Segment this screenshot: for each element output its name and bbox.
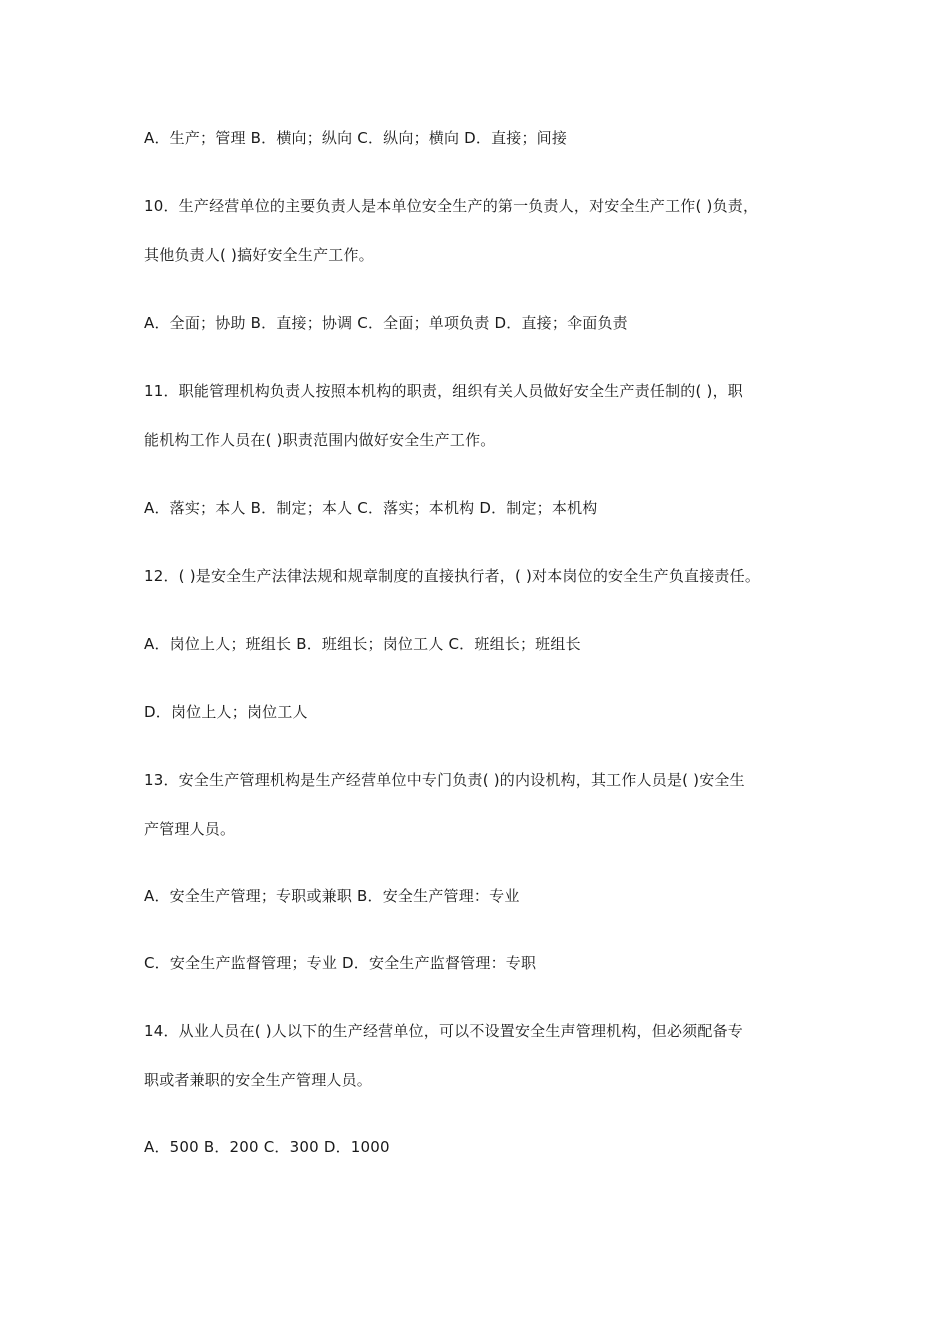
q13-text-line-2: 产管理人员。 (144, 820, 236, 838)
q14-options: A．500 B．200 C．300 D．1000 (144, 1138, 390, 1156)
q11-options: A．落实；本人 B．制定；本人 C．落实；本机构 D．制定；本机构 (144, 499, 598, 517)
q12-options-line-1: A．岗位上人；班组长 B．班组长；岗位工人 C．班组长；班组长 (144, 635, 581, 653)
q9-options: A．生产；管理 B．横向；纵向 C．纵向；横向 D．直接；间接 (144, 129, 568, 147)
q14-text-line-2: 职或者兼职的安全生产管理人员。 (144, 1071, 373, 1089)
q11-text-line-1: 11．职能管理机构负责人按照本机构的职责，组织有关人员做好安全生产责任制的( )，职 (144, 382, 743, 400)
q13-options-line-2: C．安全生产监督管理；专业 D．安全生产监督管理：专职 (144, 954, 537, 972)
q12-options-line-2: D．岗位上人；岗位工人 (144, 703, 308, 721)
q14-text-line-1: 14．从业人员在( )人以下的生产经营单位，可以不设置安全生声管理机构，但必须配备专 (144, 1022, 743, 1040)
q11-text-line-2: 能机构工作人员在( )职责范围内做好安全生产工作。 (144, 431, 496, 449)
q13-options-line-1: A．安全生产管理；专职或兼职 B．安全生产管理：专业 (144, 887, 520, 905)
q13-text-line-1: 13．安全生产管理机构是生产经营单位中专门负责( )的内设机构，其工作人员是( )安全生 (144, 771, 745, 789)
q10-text-line-2: 其他负责人( )搞好安全生产工作。 (144, 246, 374, 264)
q10-options: A．全面；协助 B．直接；协调 C．全面；单项负责 D．直接；伞面负责 (144, 314, 628, 332)
q10-text-line-1: 10．生产经营单位的主要负责人是本单位安全生产的第一负责人，对安全生产工作( )负责， (144, 197, 759, 215)
q12-text: 12．( )是安全生产法律法规和规章制度的直接执行者，( )对本岗位的安全生产负直接责任。 (144, 567, 761, 585)
